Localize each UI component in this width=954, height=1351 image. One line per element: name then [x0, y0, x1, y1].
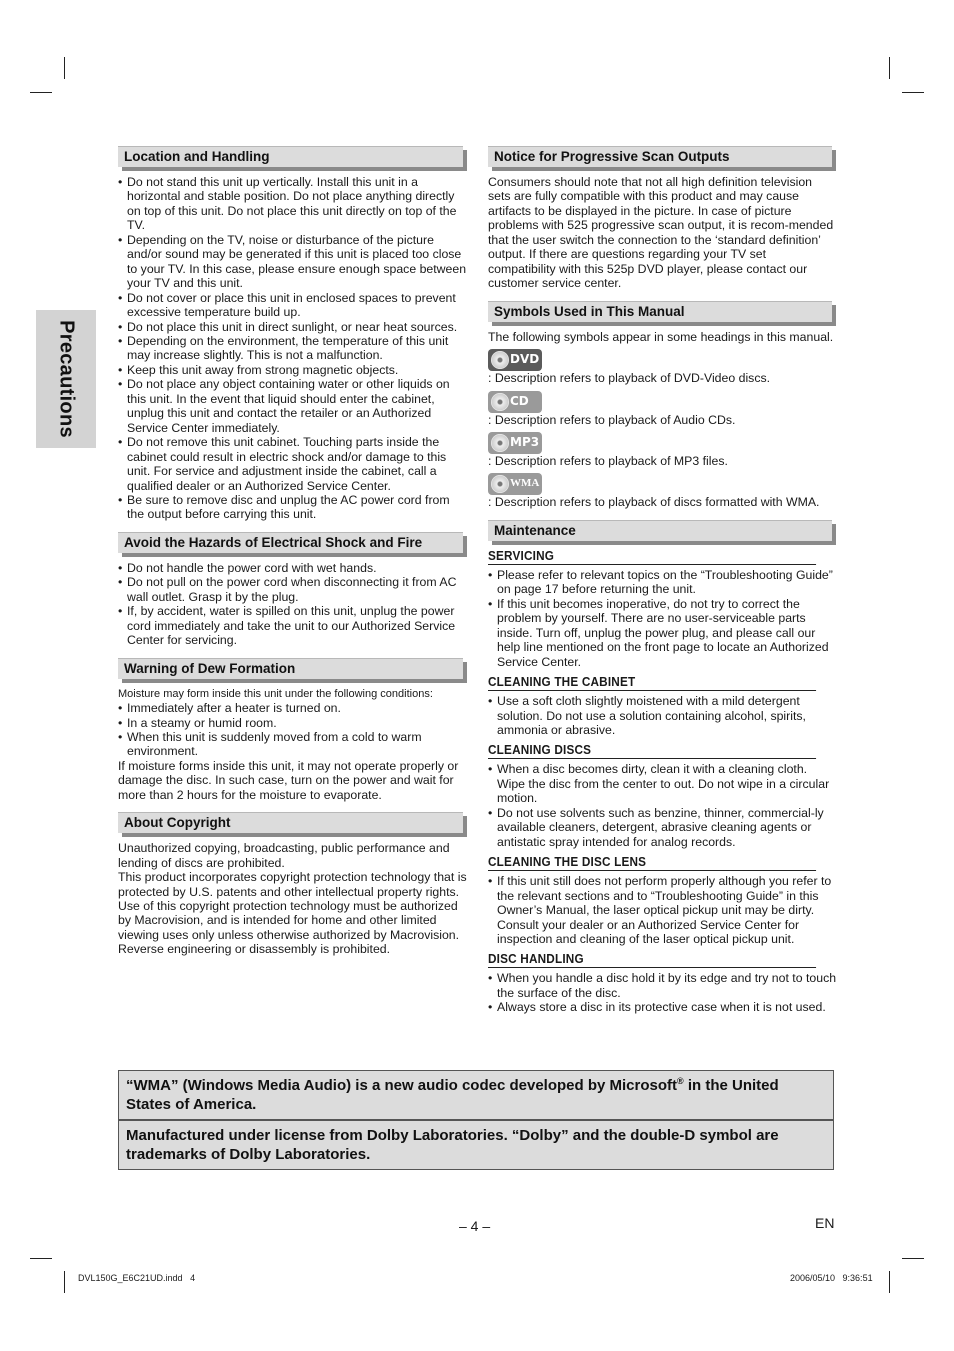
maintenance-section [488, 520, 837, 1015]
dew-list [118, 701, 468, 759]
list-item: • Do not use solvents such as benzine, thinner, commercial-ly available cleaners, detergent, abrasive cleaning agents or antistatic spray intended for analog records. [488, 806, 837, 849]
list-item: • Do not pull on the power cord when disconnecting it from AC wall outlet. Grasp it by the plug. [118, 575, 468, 604]
list-item: • In a steamy or humid room. [118, 716, 468, 730]
footer-filename: DVL150G_E6C21UD.indd 4 [78, 1273, 196, 1283]
list-item: • Always store a disc in its protective case when it is not used. [488, 1000, 837, 1014]
left-column [118, 146, 468, 967]
symbol-row-wma [488, 473, 837, 509]
symbol-description: : Description refers to playback of MP3 files. [488, 453, 728, 468]
list-item: • Do not place any object containing water or other liquids on this unit. In the event that liquid should enter the cabinet, unplug this unit and contact the retailer or an Authorized Service Center immediately. [118, 377, 468, 435]
cabinet-heading: CLEANING THE CABINET [488, 675, 816, 691]
wma-notice-text-end: in the United States of America. [126, 1077, 779, 1113]
handling-heading: DISC HANDLING [488, 952, 816, 968]
symbols-intro: The following symbols appear in some headings in this manual. [488, 329, 834, 344]
symbol-row-cd [488, 391, 837, 427]
list-item: • Depending on the environment, the temperature of this unit may increase slightly. This is not a malfunction. [118, 334, 468, 363]
crop-mark [30, 1258, 52, 1259]
copyright-paragraph-2: This product incorporates copyright protection technology that is protected by U.S. patents and other intellectual property rights. Use of this copyright protection technology must be authorized by Macrovision, and is intended for home and other limited viewing uses only unless otherwise authorized by Macrovision. Reverse engineering or disassembly is prohibited. [118, 870, 467, 957]
location-list [118, 175, 468, 522]
disc-icon [491, 434, 509, 452]
dew-intro: Moisture may form inside this unit under the following conditions: [118, 687, 433, 700]
symbol-description: : Description refers to playback of discs formatted with WMA. [488, 495, 820, 510]
crop-mark [902, 1258, 924, 1259]
wma-disc-icon [488, 473, 542, 495]
cd-disc-icon [488, 391, 542, 413]
progressive-heading: Notice for Progressive Scan Outputs [488, 146, 832, 167]
badge-label: MP3 [510, 434, 540, 449]
language-code: EN [815, 1215, 835, 1231]
list-item: • Do not remove this unit cabinet. Touching parts inside the cabinet could result in electric shock and/or damage to this unit. For service and adjustment inside the cabinet, call a qualified dealer or an Authorized Service Center. [118, 435, 468, 493]
shock-list [118, 561, 468, 648]
list-item: • Please refer to relevant topics on the “Troubleshooting Guide” on page 17 before returning the unit. [488, 568, 837, 597]
badge-label: CD [510, 393, 529, 408]
list-item: • Be sure to remove disc and unplug the AC power cord from the output before carrying this unit. [118, 493, 468, 522]
list-item: • Do not stand this unit up vertically. Install this unit in a horizontal and stable position. Do not place anything directly on top of this unit. Do not place this unit directly on top of the TV. [118, 175, 468, 233]
list-item: • Keep this unit away from strong magnetic objects. [118, 363, 468, 377]
list-item: • If, by accident, water is spilled on this unit, unplug the power cord immediately and take the unit to our Authorized Service Center for servicing. [118, 604, 468, 647]
list-item: • Do not place this unit in direct sunlight, or near heat sources. [118, 320, 468, 334]
disc-icon [491, 351, 509, 369]
maintenance-heading: Maintenance [488, 520, 832, 541]
list-item: • If this unit still does not perform properly although you refer to the relevant sections and to “Troubleshooting Guide” in this Owner’s Manual, the laser optical pickup unit may be dirty. Consult your dealer or an Authorized Service Center for inspection and cleaning of the laser optical pickup unit. [488, 874, 837, 946]
list-item: • When you handle a disc hold it by its edge and try not to touch the surface of the disc. [488, 971, 837, 1000]
discs-list [488, 762, 837, 849]
disc-icon [491, 475, 509, 493]
shock-section [118, 532, 468, 648]
footer-timestamp: 2006/05/10 9:36:51 [790, 1273, 873, 1283]
symbol-description: : Description refers to playback of DVD-Video discs. [488, 371, 771, 386]
lens-heading: CLEANING THE DISC LENS [488, 855, 816, 871]
list-item: • When a disc becomes dirty, clean it with a cleaning cloth. Wipe the disc from the center to out. Do not wipe in a circular motion. [488, 762, 837, 805]
right-column [488, 146, 837, 1025]
crop-mark [902, 92, 924, 93]
servicing-heading: SERVICING [488, 549, 816, 565]
dolby-notice-text: Manufactured under license from Dolby Laboratories. “Dolby” and the double-D symbol are trademarks of Dolby Laboratories. [126, 1127, 779, 1163]
cabinet-list [488, 694, 837, 737]
crop-mark [889, 1271, 890, 1293]
section-side-tab [36, 310, 96, 448]
copyright-paragraph-1: Unauthorized copying, broadcasting, public performance and lending of discs are prohibited. [118, 841, 450, 870]
page-number: – 4 – [459, 1218, 491, 1234]
symbols-heading: Symbols Used in This Manual [488, 301, 832, 322]
lens-list [488, 874, 837, 946]
list-item: • When this unit is suddenly moved from a cold to warm environment. [118, 730, 468, 759]
progressive-text: Consumers should note that not all high definition television sets are fully compatible with this product and may cause artifacts to be displayed in the picture. In case of picture problems with 525 progressive scan output, it is recom-mended that the user switch the connection to the ‘standard definition’ output. If there are questions regarding your TV set compatibility with this 525p DVD player, please contact our customer service center. [488, 175, 834, 291]
list-item: • Immediately after a heater is turned on. [118, 701, 468, 715]
symbol-row-dvd [488, 349, 837, 385]
list-item: • Do not cover or place this unit in enclosed spaces to prevent excessive temperature build up. [118, 291, 468, 320]
side-tab-label: Precautions [55, 320, 78, 438]
crop-mark [30, 92, 52, 93]
location-section [118, 146, 468, 522]
dolby-notice [118, 1120, 834, 1170]
dvd-disc-icon [488, 349, 542, 371]
list-item: • If this unit becomes inoperative, do not try to correct the problem by yourself. There are no user-serviceable parts inside. Turn off, unplug the power plug, and please call our help line mentioned on the front page to locate an Authorized Service Center. [488, 597, 837, 669]
symbol-row-mp3 [488, 432, 837, 468]
handling-list [488, 971, 837, 1014]
dew-heading: Warning of Dew Formation [118, 658, 463, 679]
dew-section [118, 658, 468, 803]
dew-outro: If moisture forms inside this unit, it may not operate properly or damage the disc. In such case, turn on the power and wait for more than 2 hours for the moisture to evaporate. [118, 758, 459, 802]
copyright-section [118, 812, 468, 957]
progressive-section [488, 146, 837, 291]
list-item: • Depending on the TV, noise or disturbance of the picture and/or sound may be generated if this unit is placed too close to your TV. In this case, please ensure enough space between your TV and this unit. [118, 233, 468, 291]
badge-label: DVD [510, 352, 540, 367]
disc-icon [491, 393, 509, 411]
wma-notice-text: “WMA” (Windows Media Audio) is a new audio codec developed by Microsoft [126, 1077, 678, 1094]
mp3-disc-icon [488, 432, 542, 454]
symbols-section [488, 301, 837, 510]
list-item: • Use a soft cloth slightly moistened with a mild detergent solution. Do not use a solution containing alcohol, spirits, ammonia or abrasive. [488, 694, 837, 737]
servicing-list [488, 568, 837, 669]
crop-mark [889, 57, 890, 79]
badge-label: WMA [510, 477, 540, 490]
list-item: • Do not handle the power cord with wet hands. [118, 561, 468, 575]
registered-mark: ® [677, 1076, 684, 1086]
copyright-heading: About Copyright [118, 812, 463, 833]
crop-mark [64, 1271, 65, 1293]
location-heading: Location and Handling [118, 146, 463, 167]
discs-heading: CLEANING DISCS [488, 743, 816, 759]
shock-heading: Avoid the Hazards of Electrical Shock and Fire [118, 532, 463, 553]
crop-mark [64, 57, 65, 79]
wma-notice [118, 1070, 834, 1120]
symbol-description: : Description refers to playback of Audio CDs. [488, 412, 736, 427]
